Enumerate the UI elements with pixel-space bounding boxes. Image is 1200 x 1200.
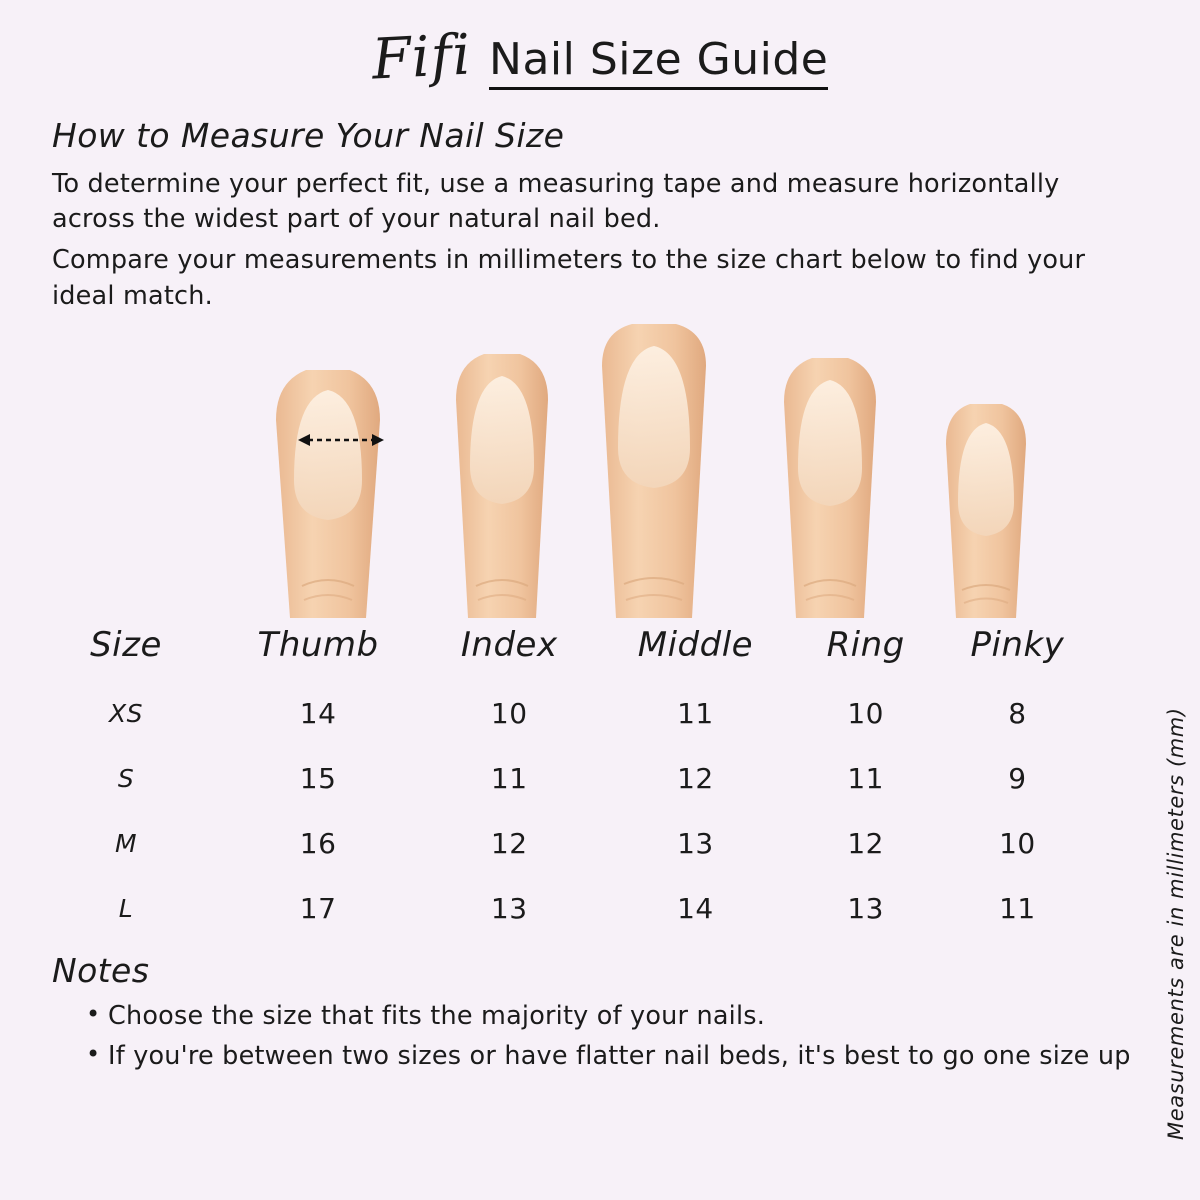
intro-heading: How to Measure Your Nail Size: [52, 116, 565, 155]
pinky-nail-icon: [940, 398, 1032, 620]
cell-index: 10: [490, 696, 528, 730]
cell-size: L: [118, 893, 134, 923]
size-table: [40, 624, 1100, 941]
cell-pinky: 9: [1008, 761, 1027, 795]
cell-index: 12: [490, 826, 528, 860]
column-header-ring: Ring: [826, 624, 905, 665]
thumb-nail-icon: [268, 360, 388, 620]
notes-section: [0, 941, 1200, 1074]
cell-thumb: 15: [299, 761, 337, 795]
column-header-thumb: Thumb: [257, 624, 379, 665]
column-header-size: Size: [90, 624, 162, 665]
size-table-head: [40, 624, 1100, 681]
cell-size: S: [117, 763, 135, 793]
notes-heading: Notes: [52, 950, 150, 990]
table-header-row: [40, 624, 1100, 681]
cell-ring: 10: [847, 696, 884, 730]
ring-nail-icon: [778, 352, 882, 620]
size-table-body: [40, 681, 1100, 941]
page-title: Nail Size Guide: [489, 37, 828, 90]
cell-ring: 11: [847, 761, 884, 795]
cell-middle: 13: [677, 826, 714, 860]
column-header-index: Index: [460, 624, 558, 665]
column-header-middle: Middle: [637, 624, 754, 665]
cell-thumb: 17: [299, 891, 337, 925]
intro-section: [0, 90, 1200, 314]
cell-ring: 12: [847, 826, 884, 860]
cell-thumb: 14: [299, 696, 337, 730]
notes-list: [52, 998, 1148, 1074]
list-item: • If you're between two sizes or have flatter nail beds, it's best to go one size up: [86, 1038, 1148, 1074]
cell-size: M: [114, 828, 138, 858]
intro-paragraph-1: To determine your perfect fit, use a measuring tape and measure horizontally across the widest part of your natural nail bed.: [52, 169, 1060, 235]
brand-logo: Fifi: [369, 22, 473, 93]
cell-middle: 12: [677, 761, 714, 795]
cell-middle: 11: [677, 696, 714, 730]
cell-pinky: 11: [999, 891, 1036, 925]
cell-ring: 13: [847, 891, 884, 925]
unit-note: Measurements are in millimeters (mm): [1164, 707, 1188, 1140]
measure-arrow-icon: [298, 432, 378, 444]
column-header-pinky: Pinky: [970, 624, 1065, 665]
table-row: [40, 811, 1100, 876]
index-nail-icon: [450, 348, 554, 620]
intro-paragraph-2: Compare your measurements in millimeters to the size chart below to find your ideal match.: [52, 245, 1086, 311]
table-row: [40, 681, 1100, 746]
nail-illustration: [0, 320, 1200, 620]
cell-index: 13: [490, 891, 528, 925]
cell-pinky: 8: [1008, 696, 1027, 730]
cell-middle: 14: [677, 891, 714, 925]
table-row: [40, 746, 1100, 811]
middle-nail-icon: [596, 320, 712, 620]
cell-pinky: 10: [999, 826, 1036, 860]
cell-index: 11: [490, 761, 528, 795]
list-item: • Choose the size that fits the majority of your nails.: [86, 998, 1148, 1034]
cell-thumb: 16: [299, 826, 337, 860]
page-header: [0, 0, 1200, 93]
cell-size: XS: [109, 698, 143, 728]
table-row: [40, 876, 1100, 941]
